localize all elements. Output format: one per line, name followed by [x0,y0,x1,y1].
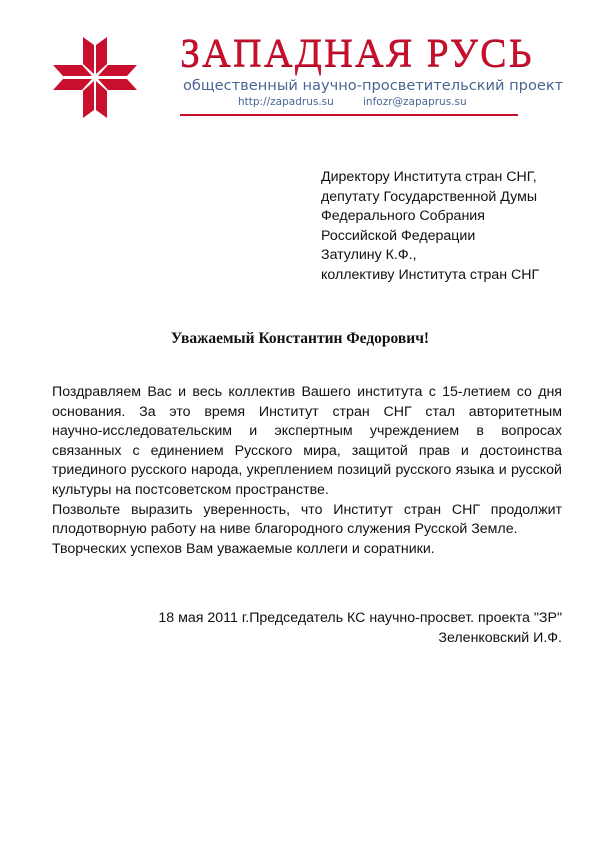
header-divider [180,114,518,116]
body-line: Поздравляем Вас и весь коллектив Вашего института с 15-летием со дня [52,384,562,400]
body-line: связанных с единением Русского мира, защитой прав и достоинства [52,442,562,459]
body-line: плодотворную работу на ниве благородного служения Русской Земле. [52,521,518,538]
signature-block [158,609,562,648]
addressee-line: коллективу Института стран СНГ [321,266,540,283]
body-line: научно-исследовательским и экспертным учреждением в вопросах [52,423,562,440]
body-line: Творческих успехов Вам уважаемые коллеги и соратники. [52,540,435,557]
addressee-line: Федерального Собрания [321,208,485,225]
body-line: триединого русского народа, укреплением позиций русского языка и русской [52,462,562,479]
email-link[interactable]: infozr@zapaprus.su [363,96,467,108]
addressee-block [321,168,539,286]
eight-pointed-star-icon [50,35,140,120]
letter-body [52,383,562,559]
website-link[interactable]: http://zapadrus.su [238,96,334,108]
addressee-line: Директору Института стран СНГ, [321,169,537,185]
signature-name: Зеленковский И.Ф. [438,629,562,646]
salutation: Уважаемый Константин Федорович! [170,330,430,347]
body-line: культуры на постсоветском пространстве. [52,481,329,498]
addressee-line: Затулину К.Ф., [321,247,417,264]
body-line: основания. За это время Институт стран СНГ стал авторитетным [52,403,562,420]
brand-title: ЗАПАДНАЯ РУСЬ [180,30,534,75]
addressee-line: Российской Федерации [321,227,476,244]
signature-date-title: 18 мая 2011 г.Председатель КС научно-просвет. проекта "ЗР" [158,610,562,626]
body-line: Позвольте выразить уверенность, что Институт стран СНГ продолжит [52,501,562,518]
addressee-line: депутату Государственной Думы [321,188,538,205]
brand-subtitle: общественный научно-просветительский проект [183,77,564,94]
